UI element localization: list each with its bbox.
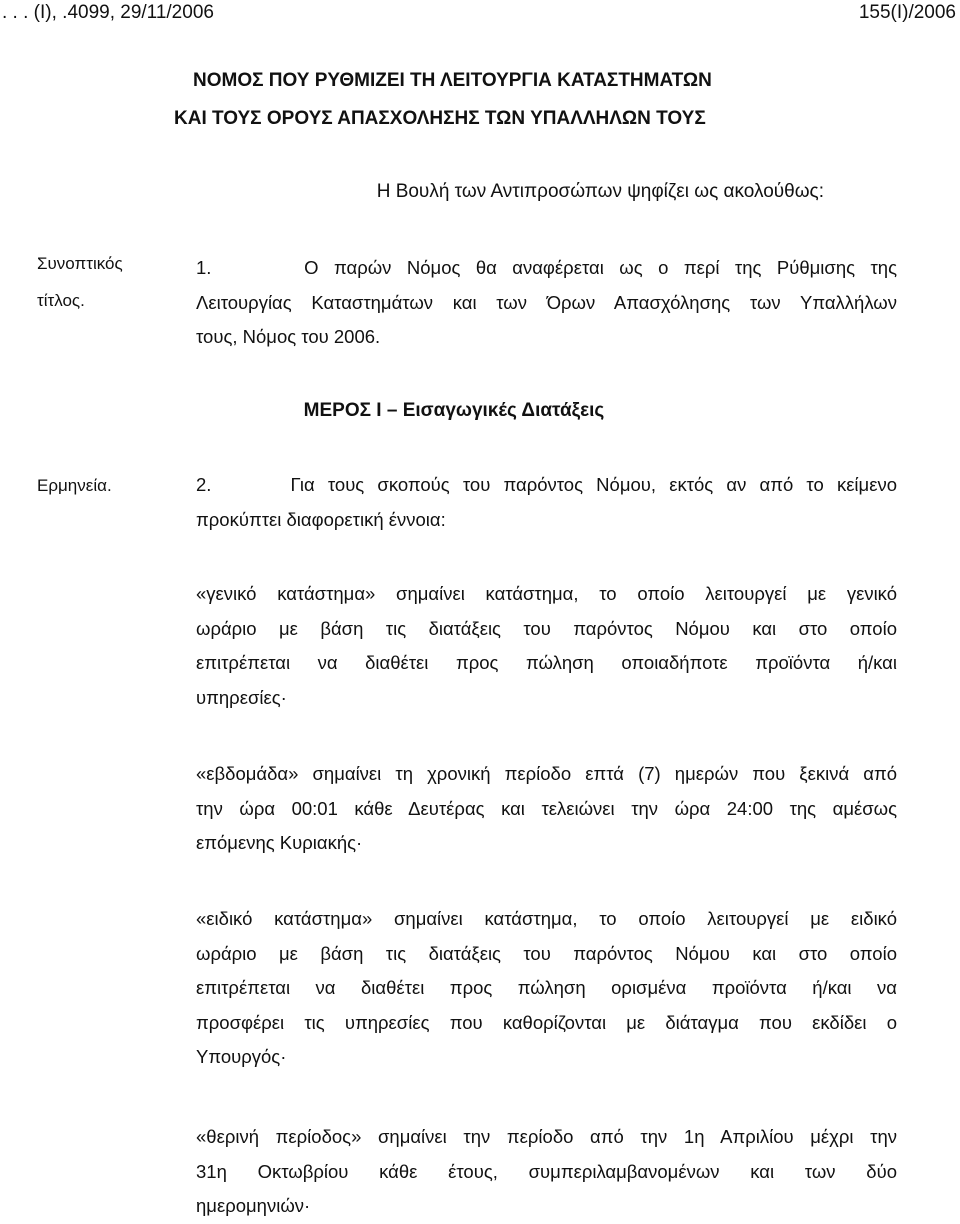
section-2-line-1: 2. Για τους σκοπούς του παρόντος Νόμου, εκτός αν από το κείμενο [196, 474, 897, 495]
definition-line: επιτρέπεται να διαθέτει προς πώληση ορισμένα προϊόντα ή/και να [196, 977, 897, 998]
part-1-heading: ΜΕΡΟΣ Ι – Εισαγωγικές Διατάξεις [303, 400, 605, 421]
definition-line: επιτρέπεται να διαθέτει προς πώληση οποιαδήποτε προϊόντα ή/και [196, 652, 897, 673]
definition-general-store [196, 577, 897, 715]
definition-line: ωράριο με βάση τις διατάξεις του παρόντος Νόμου και στο οποίο [196, 617, 897, 639]
definition-line: «θερινή περίοδος» σημαίνει την περίοδο από την 1η Απριλίου μέχρι την [196, 1126, 897, 1147]
definition-summer-period [196, 1120, 897, 1224]
definition-line: ωράριο με βάση τις διατάξεις του παρόντος Νόμου και στο οποίο [196, 942, 897, 964]
section-1-line-2: Λειτουργίας Καταστημάτων και των Όρων Απασχόλησης των Υπαλλήλων [196, 291, 897, 313]
section-1-line-1: 1. Ο παρών Νόμος θα αναφέρεται ως ο περί της Ρύθμισης της [196, 257, 897, 278]
definition-line: 31η Οκτωβρίου κάθε έτους, συμπεριλαμβανομένων και των δύο [196, 1160, 897, 1182]
document-page: . . . (Ι), .4099, 29/11/2006 155(Ι)/2006 ΝΟΜΟΣ ΠΟΥ ΡΥΘΜΙΖΕΙ ΤΗ ΛΕΙΤΟΥΡΓΙΑ ΚΑΤΑΣΤΗΜΑΤΩΝ ΚΑΙ ΤΟΥΣ ΟΡΟΥΣ ΑΠΑΣΧΟΛΗΣΗΣ ΤΩΝ ΥΠΑΛΛΗΛΩΝ ΤΟΥΣ Η Βουλή των Αντιπροσώπων ψηφίζει ως ακολούθως: Συνοπτικός τίτλος. 1. Ο παρών Νόμος θα αναφέρεται ως ο περί της Ρύθμισης της Λειτουργίας Καταστημάτων και των Όρων Απασχόλησης των Υπαλλήλων τους, Νόμος του 2006. ΜΕΡΟΣ Ι – Εισαγωγικές Διατάξεις Ερμηνεία. 2. Για τους σκοπούς του παρόντος Νόμου, εκτός αν από το κείμενο προκύπτει διαφορετική έννοια: «γενικό κατάστημα» σημαίνει κατάστημα, το οποίο λειτουργεί με γενικό ωράριο με βάση τις διατάξεις του παρόντος Νόμου και στο οποίο επιτρέπεται να διαθέτει προς πώληση οποιαδήποτε προϊόντα ή/και υπηρεσίες· «εβδομάδα» σημαίνει τη χρονική περίοδο επτά (7) ημερών που ξεκινά από την ώρα 00:01 κάθε Δευτέρας και τελειώνει την ώρα 24:00 της αμέσως επόμενης Κυριακής· «ειδικό κατάστημα» σημαίνει κατάστημα, το οποίο λειτουργεί με ειδικό ωράριο με βάση τις διατάξεις του παρόντος Νόμου και στο οποίο επιτρέπεται να διαθέτει προς πώληση ορισμένα προϊόντα ή/και να προσφέρει τις υπηρεσίες που καθορίζονται με διάταγμα που εκδίδει ο Υπουργός· «θερινή περίοδος» σημαίνει την περίοδο από την 1η Απριλίου μέχρι την 31η Οκτωβρίου κάθε έτους, συμπεριλαμβανομένων και των δύο ημερομηνιών· [0, 0, 960, 1223]
section-1-number: 1. [196, 257, 212, 278]
section-1-line-3: τους, Νόμος του 2006. [196, 326, 381, 347]
definition-line: προσφέρει τις υπηρεσίες που καθορίζονται με διάταγμα που εκδίδει ο [196, 1011, 897, 1033]
margin-note-interpretation: Ερμηνεία. [37, 476, 112, 495]
section-1-paragraph [196, 251, 897, 355]
definition-special-store [196, 902, 897, 1075]
header-gazette-reference: . . . (Ι), .4099, 29/11/2006 [2, 2, 214, 23]
definition-line: «γενικό κατάστημα» σημαίνει κατάστημα, το οποίο λειτουργεί με γενικό [196, 583, 897, 604]
definition-line: ημερομηνιών· [196, 1195, 311, 1216]
definition-line: επόμενης Κυριακής· [196, 832, 363, 853]
margin-note-short-title-2: τίτλος. [37, 291, 85, 310]
margin-note-short-title-1: Συνοπτικός [37, 254, 123, 273]
definition-week [196, 757, 897, 861]
definition-line: υπηρεσίες· [196, 686, 287, 708]
definition-line: «ειδικό κατάστημα» σημαίνει κατάστημα, το οποίο λειτουργεί με ειδικό [196, 908, 897, 929]
definition-line: «εβδομάδα» σημαίνει τη χρονική περίοδο επτά (7) ημερών που ξεκινά από [196, 763, 897, 784]
definition-line: Υπουργός· [196, 1046, 287, 1067]
section-2-line-2: προκύπτει διαφορετική έννοια: [196, 508, 446, 530]
section-2-paragraph [196, 468, 897, 537]
section-2-number: 2. [196, 474, 212, 495]
enactment-clause: Η Βουλή των Αντιπροσώπων ψηφίζει ως ακολούθως: [376, 181, 824, 202]
header-law-number: 155(Ι)/2006 [858, 2, 956, 23]
definition-line: την ώρα 00:01 κάθε Δευτέρας και τελειώνει την ώρα 24:00 της αμέσως [196, 797, 897, 819]
